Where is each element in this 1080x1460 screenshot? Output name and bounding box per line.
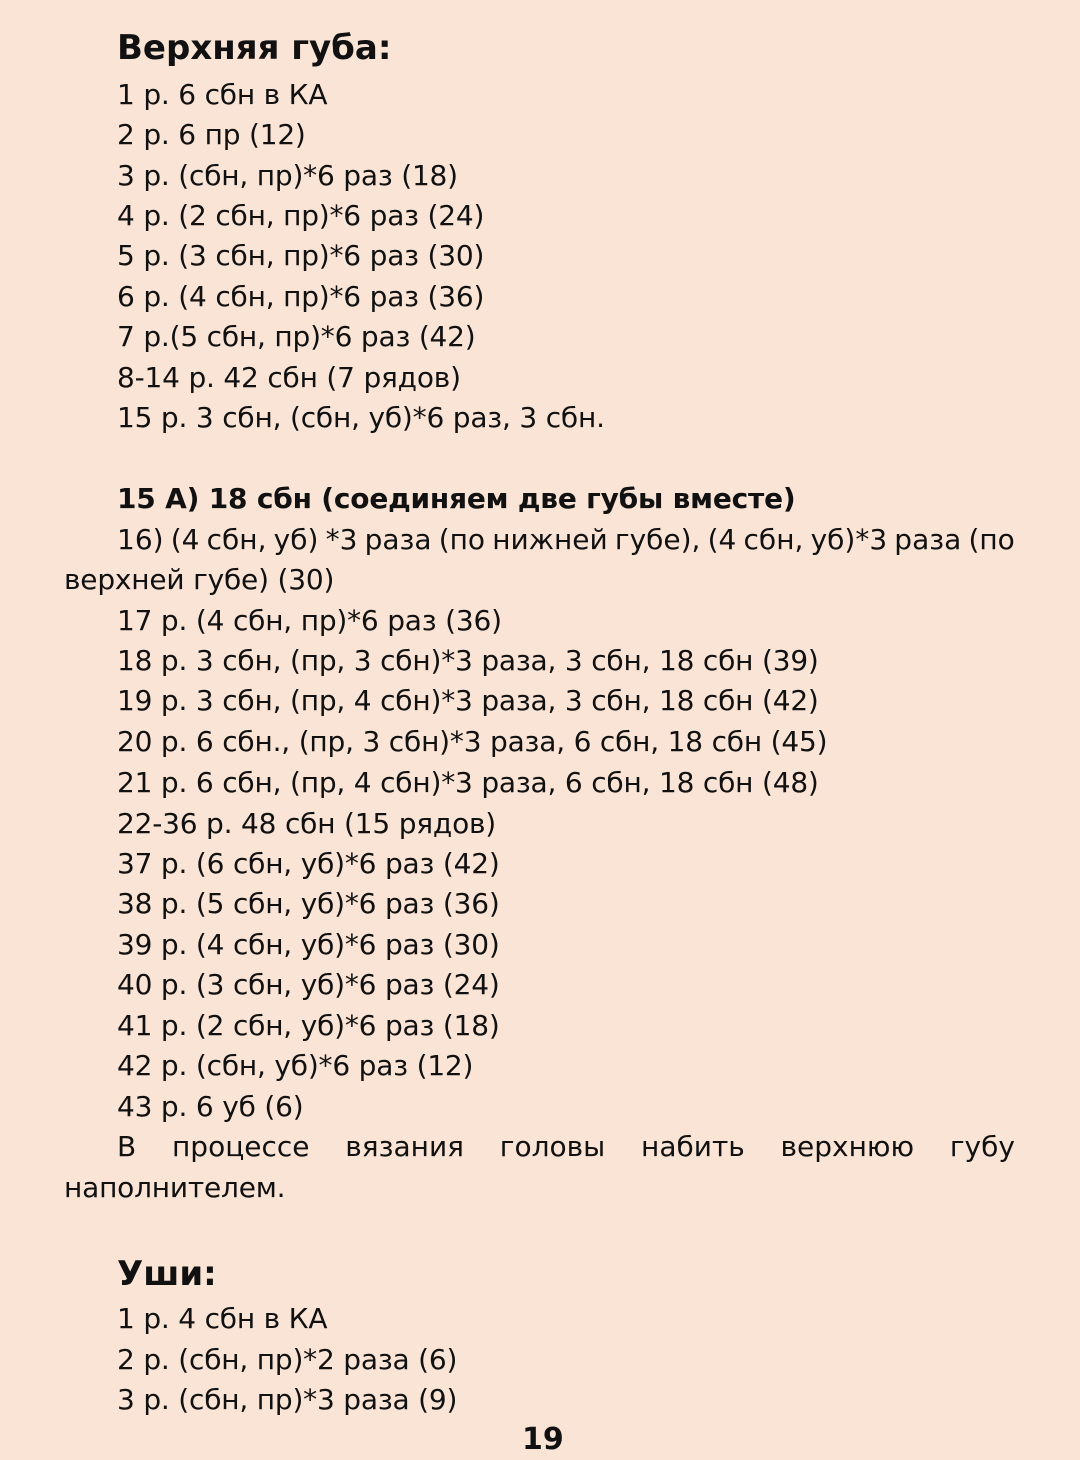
pattern-row: 15 р. 3 сбн, (сбн, уб)*6 раз, 3 сбн.	[117, 401, 605, 434]
pattern-row: 18 р. 3 сбн, (пр, 3 сбн)*3 раза, 3 сбн, 18 сбн (39)	[117, 644, 819, 677]
word: головы	[499, 1130, 606, 1163]
pattern-row: 37 р. (6 сбн, уб)*6 раз (42)	[117, 847, 500, 880]
pattern-row: 5 р. (3 сбн, пр)*6 раз (30)	[117, 239, 485, 272]
word: (4	[707, 523, 737, 556]
stuffing-note-continuation: наполнителем.	[64, 1171, 286, 1204]
word: верхнюю	[780, 1130, 915, 1163]
section-heading-upper-lip: Верхняя губа:	[117, 28, 392, 68]
word: набить	[641, 1130, 745, 1163]
word: губу	[949, 1130, 1015, 1163]
pattern-row: 3 р. (сбн, пр)*6 раз (18)	[117, 159, 458, 192]
word: нижней	[492, 523, 608, 556]
word: уб)	[273, 523, 319, 556]
pattern-row: 7 р.(5 сбн, пр)*6 раз (42)	[117, 320, 476, 353]
pattern-row: 3 р. (сбн, пр)*3 раза (9)	[117, 1383, 458, 1416]
word: сбн,	[743, 523, 804, 556]
word: сбн,	[206, 523, 267, 556]
pattern-row-15a: 15 А) 18 сбн (соединяем две губы вместе)	[117, 482, 796, 515]
pattern-row: 39 р. (4 сбн, уб)*6 раз (30)	[117, 928, 500, 961]
word: 16)	[117, 523, 164, 556]
pattern-row: 17 р. (4 сбн, пр)*6 раз (36)	[117, 604, 502, 637]
pattern-row-16-continuation: верхней губе) (30)	[64, 563, 335, 596]
word: губе),	[614, 523, 701, 556]
pattern-row: 2 р. 6 пр (12)	[117, 118, 306, 151]
word: уб)*3	[810, 523, 888, 556]
word: *3	[325, 523, 358, 556]
word: раза	[364, 523, 432, 556]
word: вязания	[345, 1130, 465, 1163]
pattern-row: 40 р. (3 сбн, уб)*6 раз (24)	[117, 968, 500, 1001]
page-number: 19	[522, 1422, 564, 1457]
pattern-row: 6 р. (4 сбн, пр)*6 раз (36)	[117, 280, 485, 313]
pattern-row: 41 р. (2 сбн, уб)*6 раз (18)	[117, 1009, 500, 1042]
pattern-row: 43 р. 6 уб (6)	[117, 1090, 304, 1123]
pattern-row: 38 р. (5 сбн, уб)*6 раз (36)	[117, 887, 500, 920]
word: (по	[438, 523, 486, 556]
word: (по	[968, 523, 1015, 556]
stuffing-note	[117, 1127, 1015, 1167]
pattern-row: 1 р. 4 сбн в КА	[117, 1302, 328, 1335]
word: В	[117, 1130, 137, 1163]
section-heading-ears: Уши:	[117, 1254, 217, 1294]
word: (4	[170, 523, 200, 556]
pattern-row: 8-14 р. 42 сбн (7 рядов)	[117, 361, 461, 394]
pattern-row: 19 р. 3 сбн, (пр, 4 сбн)*3 раза, 3 сбн, 18 сбн (42)	[117, 684, 819, 717]
word: раза	[894, 523, 962, 556]
pattern-row: 4 р. (2 сбн, пр)*6 раз (24)	[117, 199, 485, 232]
pattern-row: 22-36 р. 48 сбн (15 рядов)	[117, 807, 497, 840]
pattern-row: 1 р. 6 сбн в КА	[117, 78, 328, 111]
pattern-row: 42 р. (сбн, уб)*6 раз (12)	[117, 1049, 474, 1082]
pattern-row: 21 р. 6 сбн, (пр, 4 сбн)*3 раза, 6 сбн, 18 сбн (48)	[117, 766, 819, 799]
pattern-row: 20 р. 6 сбн., (пр, 3 сбн)*3 раза, 6 сбн, 18 сбн (45)	[117, 725, 828, 758]
pattern-row: 2 р. (сбн, пр)*2 раза (6)	[117, 1343, 458, 1376]
pattern-row-16	[117, 520, 1015, 560]
word: процессе	[171, 1130, 310, 1163]
